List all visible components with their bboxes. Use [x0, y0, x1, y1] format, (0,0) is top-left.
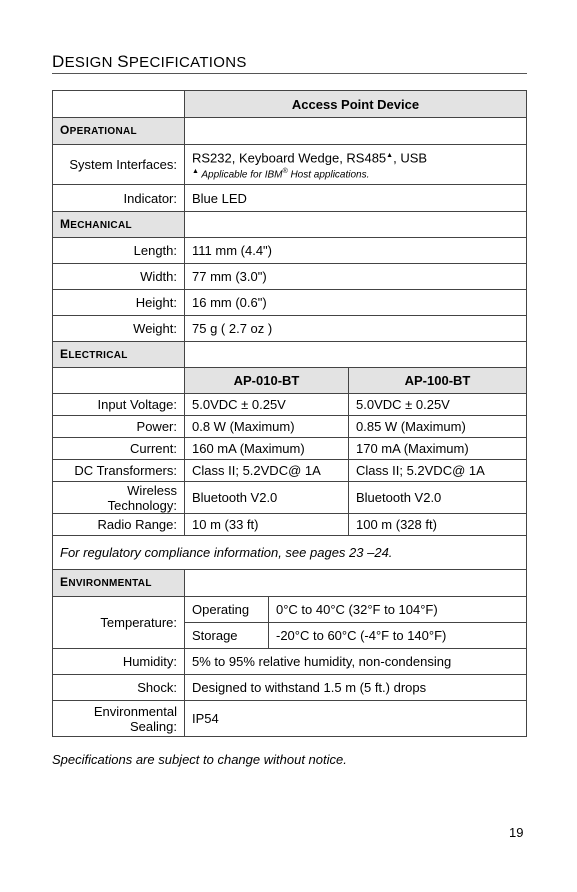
row-value-model-1: 10 m (33 ft) — [185, 514, 349, 536]
temperature-operating-value: 0°C to 40°C (32°F to 104°F) — [269, 597, 527, 623]
row-value: 111 mm (4.4") — [185, 238, 527, 264]
ibm-note: ▲ Applicable for IBM® Host applications. — [192, 167, 370, 180]
row-label: Height: — [53, 290, 185, 316]
row-value: Designed to withstand 1.5 m (5 ft.) drops — [185, 675, 527, 701]
row-label: Environmental Sealing: — [53, 701, 185, 737]
row-label: Indicator: — [53, 185, 185, 212]
system-interfaces-value: RS232, Keyboard Wedge, RS485▲, USB ▲ Applicable for IBM® Host applications. — [185, 145, 527, 185]
row-value: 77 mm (3.0") — [185, 264, 527, 290]
row-value: 5% to 95% relative humidity, non-condensing — [185, 649, 527, 675]
title-rule — [52, 73, 527, 74]
row-label: Length: — [53, 238, 185, 264]
row-label: Shock: — [53, 675, 185, 701]
row-label: Wireless Technology: — [53, 482, 185, 514]
row-label: Input Voltage: — [53, 394, 185, 416]
section-mechanical: MECHANICAL — [53, 212, 185, 238]
row-label: Temperature: — [53, 597, 185, 649]
section-electrical: ELECTRICAL — [53, 342, 185, 368]
temperature-operating-label: Operating — [185, 597, 269, 623]
title-rest-design: ESIGN — [64, 54, 113, 71]
row-label: Current: — [53, 438, 185, 460]
section-environmental: ENVIRONMENTAL — [53, 570, 185, 597]
row-value-model-1: Bluetooth V2.0 — [185, 482, 349, 514]
row-value-model-2: 170 mA (Maximum) — [349, 438, 527, 460]
row-value: 75 g ( 2.7 oz ) — [185, 316, 527, 342]
row-value-model-1: Class II; 5.2VDC@ 1A — [185, 460, 349, 482]
temperature-storage-label: Storage — [185, 623, 269, 649]
table-corner — [53, 91, 185, 118]
row-value-model-1: 0.8 W (Maximum) — [185, 416, 349, 438]
page-title — [52, 52, 247, 72]
row-value: IP54 — [185, 701, 527, 737]
row-value-model-2: 5.0VDC ± 0.25V — [349, 394, 527, 416]
page-number: 19 — [509, 825, 524, 840]
row-label: Humidity: — [53, 649, 185, 675]
row-label: Weight: — [53, 316, 185, 342]
row-label: Power: — [53, 416, 185, 438]
model-header-ap-010-bt: AP-010-BT — [185, 368, 349, 394]
row-value-model-2: Bluetooth V2.0 — [349, 482, 527, 514]
title-rest-specifications: PECIFICATIONS — [128, 54, 247, 71]
footnote: Specifications are subject to change without notice. — [52, 752, 347, 767]
specifications-table — [52, 90, 527, 737]
model-header-ap-100-bt: AP-100-BT — [349, 368, 527, 394]
temperature-storage-value: -20°C to 60°C (-4°F to 140°F) — [269, 623, 527, 649]
title-initial-specifications: S — [117, 52, 129, 71]
row-label: Width: — [53, 264, 185, 290]
row-value-model-1: 160 mA (Maximum) — [185, 438, 349, 460]
row-value: Blue LED — [185, 185, 527, 212]
row-value-model-1: 5.0VDC ± 0.25V — [185, 394, 349, 416]
title-initial-design: D — [52, 52, 65, 71]
row-value-model-2: 100 m (328 ft) — [349, 514, 527, 536]
compliance-note: For regulatory compliance information, see pages 23 –24. — [53, 536, 527, 570]
row-label: System Interfaces: — [53, 145, 185, 185]
row-value-model-2: Class II; 5.2VDC@ 1A — [349, 460, 527, 482]
table-header: Access Point Device — [185, 91, 527, 118]
section-operational: OPERATIONAL — [53, 118, 185, 145]
row-value-model-2: 0.85 W (Maximum) — [349, 416, 527, 438]
row-label: DC Transformers: — [53, 460, 185, 482]
row-value: 16 mm (0.6") — [185, 290, 527, 316]
row-label: Radio Range: — [53, 514, 185, 536]
